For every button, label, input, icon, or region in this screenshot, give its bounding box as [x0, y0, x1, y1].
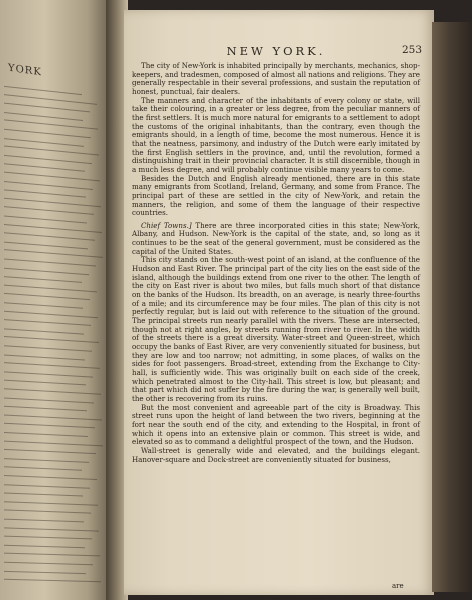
- paragraph-text: But the most convenient and agreeable part of the city is Broadway. This street runs upon the height of land between the two rivers, beginning at the fort near the south end of the city, and extending to the Hospital, in front of which it opens into an extensive plain or common. This street is wide, and elevated so as to command a delightful prospect of the town, and the Hudson.: [132, 402, 420, 447]
- paragraph-4: [132, 222, 420, 257]
- left-page-text-line: [4, 328, 84, 334]
- left-page-text-line: [4, 553, 100, 557]
- paragraph-6: [132, 404, 420, 447]
- left-page-text-line: [4, 579, 101, 582]
- catchword: are: [392, 582, 404, 590]
- left-page-text-line: [4, 475, 97, 480]
- paragraph-text: The city of New-York is inhabited principally by merchants, mechanics, shop-keepers, and tradesmen, composed of almost all nations and religions. They are generally respectable in their several professions, and sustain the reputation of honest, punctual, fair dealers.: [132, 61, 421, 96]
- left-page-text-line: [4, 354, 85, 360]
- left-page-text-line: [4, 501, 98, 506]
- left-page-text-line: [4, 172, 100, 182]
- left-page-text-line: [4, 345, 92, 352]
- left-page-text-line: [4, 449, 96, 454]
- left-page-text-line: [4, 432, 88, 437]
- page-body: [132, 62, 420, 464]
- left-page-text-line: [4, 190, 86, 198]
- left-page-text-line: [4, 545, 85, 548]
- paragraph-7: [132, 447, 420, 464]
- section-lead-chief-towns: Chief Towns.]: [141, 220, 192, 230]
- left-page-text-line: [4, 536, 92, 540]
- left-page-text-line: [4, 510, 91, 514]
- left-page-text-line: [4, 129, 91, 139]
- paragraph-text: There are three incorporated cities in this state; New-York, Albany, and Hudson. New-York is the capital of the state, and, so long as it continues to be the seat of the general government, must be considered as the capital of the United States.: [132, 220, 420, 256]
- left-page-text-line: [4, 250, 103, 259]
- left-page-text-line: [4, 414, 102, 420]
- running-head: NEW YORK.: [226, 44, 326, 58]
- left-page-text-line: [4, 258, 96, 266]
- paragraph-text: Besides the Dutch and English already mentioned, there are in this state many emigrants from Scotland, Ireland, Germany, and some from France. The principal part of these are settled in the city of New-York, and retain the manners, the religion, and some of them the language of their respective countries.: [132, 173, 420, 218]
- left-page-text-line: [4, 94, 97, 105]
- left-page-header: YORK: [8, 62, 42, 79]
- left-page-text-line: [4, 267, 89, 274]
- left-page-text-line: [4, 440, 103, 446]
- page-number: 253: [401, 44, 422, 56]
- left-page-text-line: [4, 216, 87, 224]
- left-page-text-line: [4, 284, 97, 292]
- left-page-text-line: [4, 362, 100, 369]
- left-page-text-line: [4, 423, 95, 429]
- left-page-text-line: [4, 562, 93, 565]
- left-page-text-line: [4, 232, 95, 240]
- left-page-text-line: [4, 112, 83, 121]
- left-page-text-line: [4, 120, 98, 130]
- left-page-text-line: [4, 224, 102, 233]
- left-page-text-line: [4, 146, 99, 156]
- left-page-text-line: [4, 493, 83, 497]
- left-page-text-line: [4, 336, 99, 343]
- left-page-text-line: [4, 310, 98, 317]
- paragraph-3: [132, 175, 420, 218]
- left-page-text-line: [4, 276, 82, 283]
- left-page-text-line: [4, 406, 87, 411]
- left-page-text-line: [4, 293, 90, 300]
- left-page-text-line: [4, 181, 93, 190]
- left-page-text-line: [4, 571, 86, 574]
- left-page-text-line: [4, 207, 94, 216]
- left-page-text-line: [4, 138, 84, 147]
- left-page-text-line: [4, 103, 90, 113]
- paragraph-2: [132, 97, 420, 175]
- paragraph-text: Wall-street is generally wide and elevated, and the buildings elegant. Hanover-square and Dock-street are conveniently situated for business,: [132, 445, 420, 464]
- left-page-text-line: [4, 164, 85, 172]
- left-page-text-line: [4, 302, 83, 309]
- left-page-text-line: [4, 371, 93, 377]
- left-page-text-line: [4, 155, 92, 164]
- left-page-text-line: [4, 519, 84, 523]
- left-page-text-line: [4, 241, 88, 249]
- left-page-text-line: [4, 397, 94, 403]
- left-page-text-line: [4, 86, 82, 95]
- paragraph-text: This city stands on the south-west point of an island, at the confluence of the Hudson and East River. The principal part of the city lies on the east side of the island, although the buildings extend from one river to the other. The length of the city on East river is about two miles, but falls much short of that distance on the banks of the Hudson. Its breadth, on an average, is nearly three-fourths of a mile; and its circumference may be four miles. The plan of this city is not perfectly regular, but is laid out with reference to the situation of the ground. The principal streets run nearly parallel with the rivers. These are intersected, though not at right angles, by streets running from river to river. In the width of the streets there is a great diversity. Water-street and Queen-street, which occupy the banks of East River, are very conveniently situated for business, but they are low and too narrow; not admitting, in some places, of walks on the sides for foot passengers. Broad-street, extending from the Exchange to City-hall, is sufficiently wide. This was originally built on each side of the creek, which penetrated almost to the City-hall. This street is low, but pleasant; and that part which did not suffer by the fire during the war, is generally well built, the other is recovering from its ruins.: [132, 255, 420, 403]
- left-page-text-line: [4, 198, 101, 207]
- left-page-text-line: [4, 527, 99, 531]
- paragraph-text: The manners and character of the inhabitants of every colony or state, will take their colouring, in a greater or less degree, from the peculiar manners of the first settlers. It is much more natural for emigrants to a settlement to adopt the customs of the original inhabitants, than the contrary, even though the emigrants should, in a length of time, become the most numerous. Hence it is that the neatness, parsimony, and industry of the Dutch were early imitated by the first English settlers in the province, and, until the revolution, formed a distinguishing trait in their provincial character. It is still discernible, though in a much less degree, and will probably continue visible many years to come.: [132, 95, 420, 174]
- paragraph-5: [132, 256, 420, 403]
- paragraph-1: [132, 62, 420, 97]
- page-edge: [432, 22, 472, 592]
- left-page-text-line: [4, 484, 90, 488]
- page-header: [128, 44, 424, 60]
- left-page-text-line: [4, 388, 101, 394]
- left-page-text-line: [4, 380, 86, 386]
- left-page: [0, 0, 110, 600]
- left-page-text-line: [4, 467, 82, 471]
- left-page-text-line: [4, 458, 89, 463]
- left-page-text-line: [4, 319, 91, 326]
